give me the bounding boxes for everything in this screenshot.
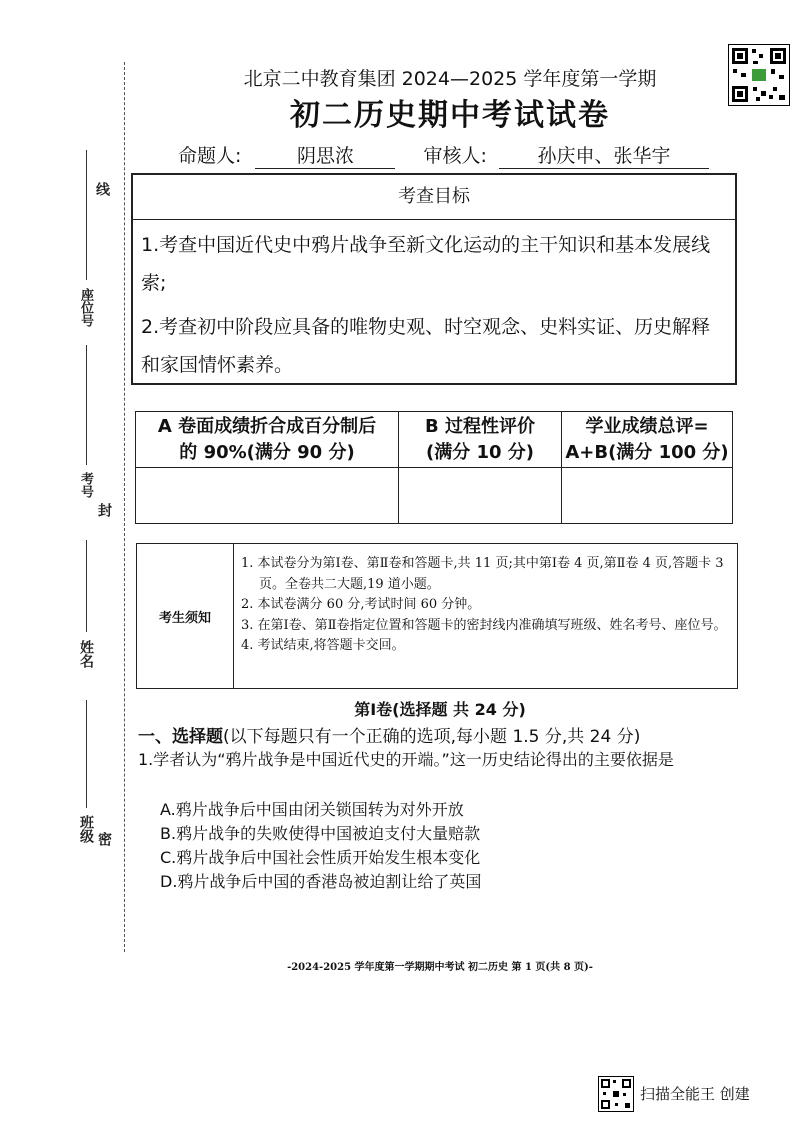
candidate-notice-box (136, 543, 738, 689)
notice-item-4: 4. 考试结束,将答题卡交回。 (241, 638, 405, 653)
notice-item-3: 3. 在第Ⅰ卷、第Ⅱ卷指定位置和答题卡的密封线内准确填写班级、姓名考号、座位号。 (241, 617, 727, 633)
score-col-c-line2: A+B(满分 100 分) (565, 441, 729, 463)
exam-number-label: 考号 (78, 472, 93, 498)
scanner-watermark-text: 扫描全能王 创建 (640, 1085, 750, 1103)
reviewer-names: 孙庆申、张华宇 (499, 141, 709, 169)
class-blank (86, 700, 87, 808)
question-1-option-d: D.鸦片战争后中国的香港岛被迫割让给了英国 (160, 872, 482, 891)
seat-number-label: 座位号 (78, 288, 93, 327)
notice-item-2: 2. 本试卷满分 60 分,考试时间 60 分钟。 (241, 597, 481, 612)
scanner-qr-icon (598, 1076, 634, 1112)
score-a-cell[interactable] (136, 468, 399, 524)
question-1-stem: 1.学者认为“鸦片战争是中国近代史的开端。”这一历史结论得出的主要依据是 (138, 750, 674, 769)
question-1-option-a: A.鸦片战争后中国由闭关锁国转为对外开放 (160, 800, 464, 819)
objectives-box (131, 173, 737, 385)
score-col-b-line1: B 过程性评价 (425, 415, 535, 437)
secret-char: 密 (96, 832, 112, 846)
part-one-title: 第Ⅰ卷(选择题 共 24 分) (354, 700, 526, 719)
score-total-cell[interactable] (562, 468, 733, 524)
setter-name: 阴思浓 (255, 141, 395, 169)
objective-item-1: 1.考查中国近代史中鸦片战争至新文化运动的主干知识和基本发展线索; (141, 234, 711, 294)
page-footer: -2024-2025 学年度第一学期期中考试 初二历史 第 1 页(共 8 页)- (287, 962, 593, 973)
score-table (135, 411, 733, 524)
notice-item-1: 1. 本试卷分为第Ⅰ卷、第Ⅱ卷和答题卡,共 11 页;其中第Ⅰ卷 4 页,第Ⅱ卷 4 页,答题卡 3 页。全卷共二大题,19 道小题。 (241, 556, 724, 592)
question-1-option-b: B.鸦片战争的失败使得中国被迫支付大量赔款 (160, 824, 481, 843)
objective-item-2: 2.考查初中阶段应具备的唯物史观、时空观念、史料实证、历史解释和家国情怀素养。 (141, 316, 711, 376)
school-semester-line: 北京二中教育集团 2024—2025 学年度第一学期 (243, 68, 657, 90)
authors-line (178, 141, 709, 169)
seat-number-blank (86, 150, 87, 280)
score-col-a-line1: A 卷面成绩折合成百分制后 (157, 415, 377, 437)
exam-title: 初二历史期中考试试卷 (290, 98, 610, 133)
score-col-a-header (136, 412, 399, 468)
score-col-c-line1: 学业成绩总评= (585, 415, 709, 437)
score-b-cell[interactable] (399, 468, 562, 524)
notice-list (241, 554, 731, 657)
line-char: 线 (94, 182, 110, 196)
section-one-title (138, 722, 640, 747)
exam-number-blank (86, 345, 87, 465)
score-col-b-header (399, 412, 562, 468)
score-col-a-line2: 的 90%(满分 90 分) (179, 441, 355, 463)
score-col-b-line2: (满分 10 分) (425, 441, 535, 463)
reviewer-label: 审核人: (423, 145, 487, 167)
setter-label: 命题人: (178, 145, 242, 167)
name-label: 姓名 (78, 640, 94, 668)
binding-dashed-line (124, 62, 125, 952)
score-col-c-header (562, 412, 733, 468)
section-label: 一、选择题 (138, 727, 223, 747)
name-blank (86, 540, 87, 632)
question-1-option-c: C.鸦片战争后中国社会性质开始发生根本变化 (160, 848, 481, 867)
notice-label: 考生须知 (137, 544, 234, 688)
seal-char: 封 (96, 503, 112, 517)
objectives-heading: 考查目标 (133, 175, 735, 220)
class-label: 班级 (78, 815, 94, 843)
section-note: (以下每题只有一个正确的选项,每小题 1.5 分,共 24 分) (223, 727, 641, 747)
